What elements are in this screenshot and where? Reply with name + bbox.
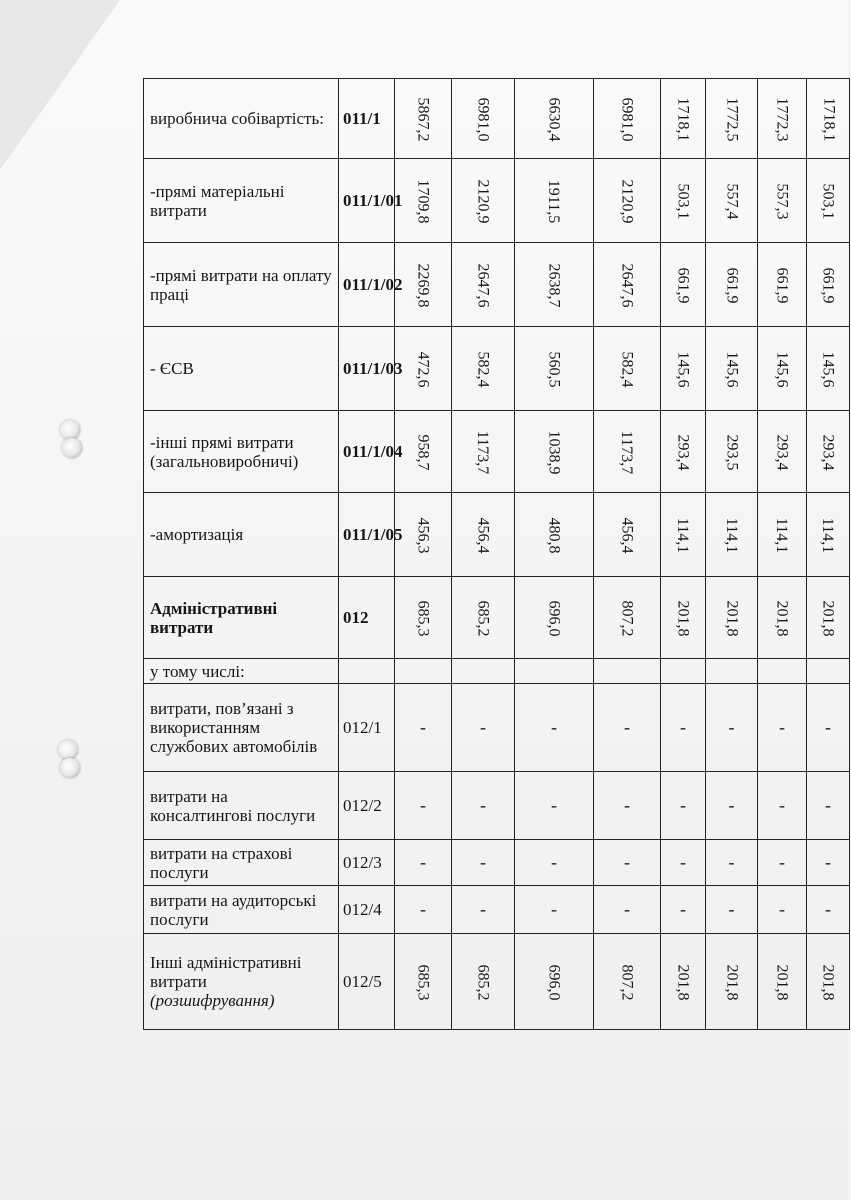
value-cell: 807,2 — [618, 964, 636, 1000]
row-label: у тому числі: — [144, 659, 339, 684]
value-cell: 6981,0 — [618, 97, 636, 141]
row-label: виробнича собівартість: — [144, 79, 339, 159]
value-cell: - — [779, 899, 785, 919]
row-code: 011/1 — [339, 79, 395, 159]
table-row — [144, 411, 850, 493]
value-cell: 661,9 — [773, 267, 791, 303]
value-cell: 201,8 — [773, 964, 791, 1000]
value-cell: 201,8 — [674, 600, 692, 636]
row-code: 011/1/05 — [339, 493, 395, 577]
table-row — [144, 659, 850, 684]
value-cell: 560,5 — [545, 351, 563, 387]
row-label-italic: (розшифрування) — [150, 991, 275, 1010]
table-row — [144, 772, 850, 840]
row-code: 012/1 — [339, 684, 395, 772]
value-cell: - — [779, 795, 785, 815]
table-row — [144, 934, 850, 1030]
value-cell: 201,8 — [723, 600, 740, 636]
value-cell: - — [551, 852, 557, 872]
value-cell: 2120,9 — [474, 179, 492, 223]
value-cell: 201,8 — [723, 964, 740, 1000]
row-label: -прямі витрати на оплату праці — [144, 243, 339, 327]
row-label: - ЄСВ — [144, 327, 339, 411]
value-cell: 958,7 — [414, 434, 432, 470]
value-cell: - — [480, 795, 486, 815]
value-cell: 293,5 — [723, 434, 740, 470]
row-code: 012/5 — [339, 934, 395, 1030]
value-cell: 557,3 — [773, 183, 791, 219]
value-cell: 2647,6 — [474, 263, 492, 307]
table-row — [144, 79, 850, 159]
value-cell: 685,3 — [414, 964, 432, 1000]
value-cell: - — [480, 899, 486, 919]
cost-table — [143, 78, 850, 1030]
page-fold-shadow — [0, 0, 120, 170]
row-code: 011/1/01 — [339, 159, 395, 243]
value-cell: 145,6 — [819, 351, 837, 387]
table-row — [144, 327, 850, 411]
value-cell: - — [680, 717, 686, 737]
value-cell: - — [480, 717, 486, 737]
value-cell: - — [420, 795, 426, 815]
value-cell: - — [420, 717, 426, 737]
value-cell: 6981,0 — [474, 97, 492, 141]
value-cell: 145,6 — [773, 351, 791, 387]
value-cell: 114,1 — [819, 517, 837, 553]
value-cell: - — [551, 717, 557, 737]
value-cell: 456,3 — [414, 517, 432, 553]
value-cell: - — [825, 795, 831, 815]
table-row — [144, 840, 850, 886]
value-cell: 696,0 — [545, 600, 563, 636]
row-code: 011/1/03 — [339, 327, 395, 411]
row-label: витрати, пов’язані з використанням службових автомобілів — [144, 684, 339, 772]
value-cell: 582,4 — [618, 351, 636, 387]
value-cell: 2120,9 — [618, 179, 636, 223]
value-cell: - — [551, 899, 557, 919]
value-cell: 2269,8 — [414, 263, 432, 307]
row-label: витрати на страхові послуги — [144, 840, 339, 886]
value-cell: 661,9 — [723, 267, 740, 303]
value-cell: 1911,5 — [545, 179, 563, 223]
row-label — [144, 934, 339, 1030]
value-cell: 293,4 — [674, 434, 692, 470]
row-label: Адміністративні витрати — [144, 577, 339, 659]
row-label: -амортизація — [144, 493, 339, 577]
value-cell: - — [624, 717, 630, 737]
value-cell: 145,6 — [674, 351, 692, 387]
value-cell: 503,1 — [674, 183, 692, 219]
value-cell: 1718,1 — [820, 97, 838, 141]
value-cell: 1709,8 — [414, 179, 432, 223]
value-cell: 582,4 — [474, 351, 492, 387]
value-cell: 456,4 — [474, 517, 492, 553]
value-cell: - — [825, 852, 831, 872]
value-cell: 201,8 — [674, 964, 692, 1000]
value-cell: - — [420, 899, 426, 919]
value-cell: 1718,1 — [674, 97, 692, 141]
value-cell: - — [728, 852, 735, 872]
row-label: витрати на аудиторські послуги — [144, 886, 339, 934]
value-cell: - — [624, 899, 630, 919]
row-code: 011/1/04 — [339, 411, 395, 493]
value-cell: - — [728, 717, 735, 737]
value-cell: - — [680, 852, 686, 872]
value-cell: 201,8 — [819, 964, 837, 1000]
row-label-main: Інші адміністративні витрати — [150, 953, 302, 991]
value-cell: - — [728, 899, 735, 919]
value-cell: 1772,3 — [773, 97, 791, 141]
value-cell: - — [551, 795, 557, 815]
value-cell: - — [779, 717, 785, 737]
value-cell: 472,6 — [414, 351, 432, 387]
value-cell: 201,8 — [819, 600, 837, 636]
value-cell: - — [825, 899, 831, 919]
value-cell: 6630,4 — [545, 97, 563, 141]
value-cell: 557,4 — [723, 183, 740, 219]
value-cell: - — [624, 795, 630, 815]
value-cell: 685,2 — [474, 600, 492, 636]
value-cell: 293,4 — [819, 434, 837, 470]
table-row — [144, 159, 850, 243]
value-cell: - — [680, 899, 686, 919]
value-cell: - — [480, 852, 486, 872]
value-cell: 696,0 — [545, 964, 563, 1000]
punch-hole — [62, 438, 82, 458]
value-cell: 661,9 — [819, 267, 837, 303]
row-label: -інші прямі витрати (загальновиробничі) — [144, 411, 339, 493]
value-cell: 201,8 — [773, 600, 791, 636]
value-cell: 685,3 — [414, 600, 432, 636]
table-row — [144, 684, 850, 772]
value-cell: 807,2 — [618, 600, 636, 636]
punch-hole — [60, 420, 80, 440]
value-cell: 114,1 — [723, 517, 740, 553]
value-cell: 503,1 — [819, 183, 837, 219]
value-cell: 1173,7 — [618, 430, 636, 474]
value-cell: 480,8 — [545, 517, 563, 553]
value-cell: 661,9 — [674, 267, 692, 303]
value-cell: - — [420, 852, 426, 872]
value-cell: 2638,7 — [545, 263, 563, 307]
value-cell: - — [779, 852, 785, 872]
value-cell: - — [680, 795, 686, 815]
row-code: 012/3 — [339, 840, 395, 886]
table-row — [144, 493, 850, 577]
value-cell: - — [728, 795, 735, 815]
table-row — [144, 886, 850, 934]
value-cell: 145,6 — [723, 351, 740, 387]
row-code: 012/4 — [339, 886, 395, 934]
value-cell: 114,1 — [674, 517, 692, 553]
row-label: -прямі матеріальні витрати — [144, 159, 339, 243]
value-cell: 685,2 — [474, 964, 492, 1000]
value-cell: - — [624, 852, 630, 872]
value-cell: 1173,7 — [474, 430, 492, 474]
value-cell: 5867,2 — [414, 97, 432, 141]
row-label: витрати на консалтингові послуги — [144, 772, 339, 840]
row-code: 011/1/02 — [339, 243, 395, 327]
row-code: 012/2 — [339, 772, 395, 840]
punch-hole — [60, 758, 80, 778]
value-cell: 1772,5 — [723, 97, 740, 141]
punch-hole — [58, 740, 78, 760]
value-cell: 456,4 — [618, 517, 636, 553]
value-cell: 2647,6 — [618, 263, 636, 307]
value-cell: 1038,9 — [545, 430, 563, 474]
row-code: 012 — [339, 577, 395, 659]
table-row — [144, 243, 850, 327]
table-row — [144, 577, 850, 659]
value-cell: 293,4 — [773, 434, 791, 470]
value-cell: 114,1 — [773, 517, 791, 553]
value-cell: - — [825, 717, 831, 737]
